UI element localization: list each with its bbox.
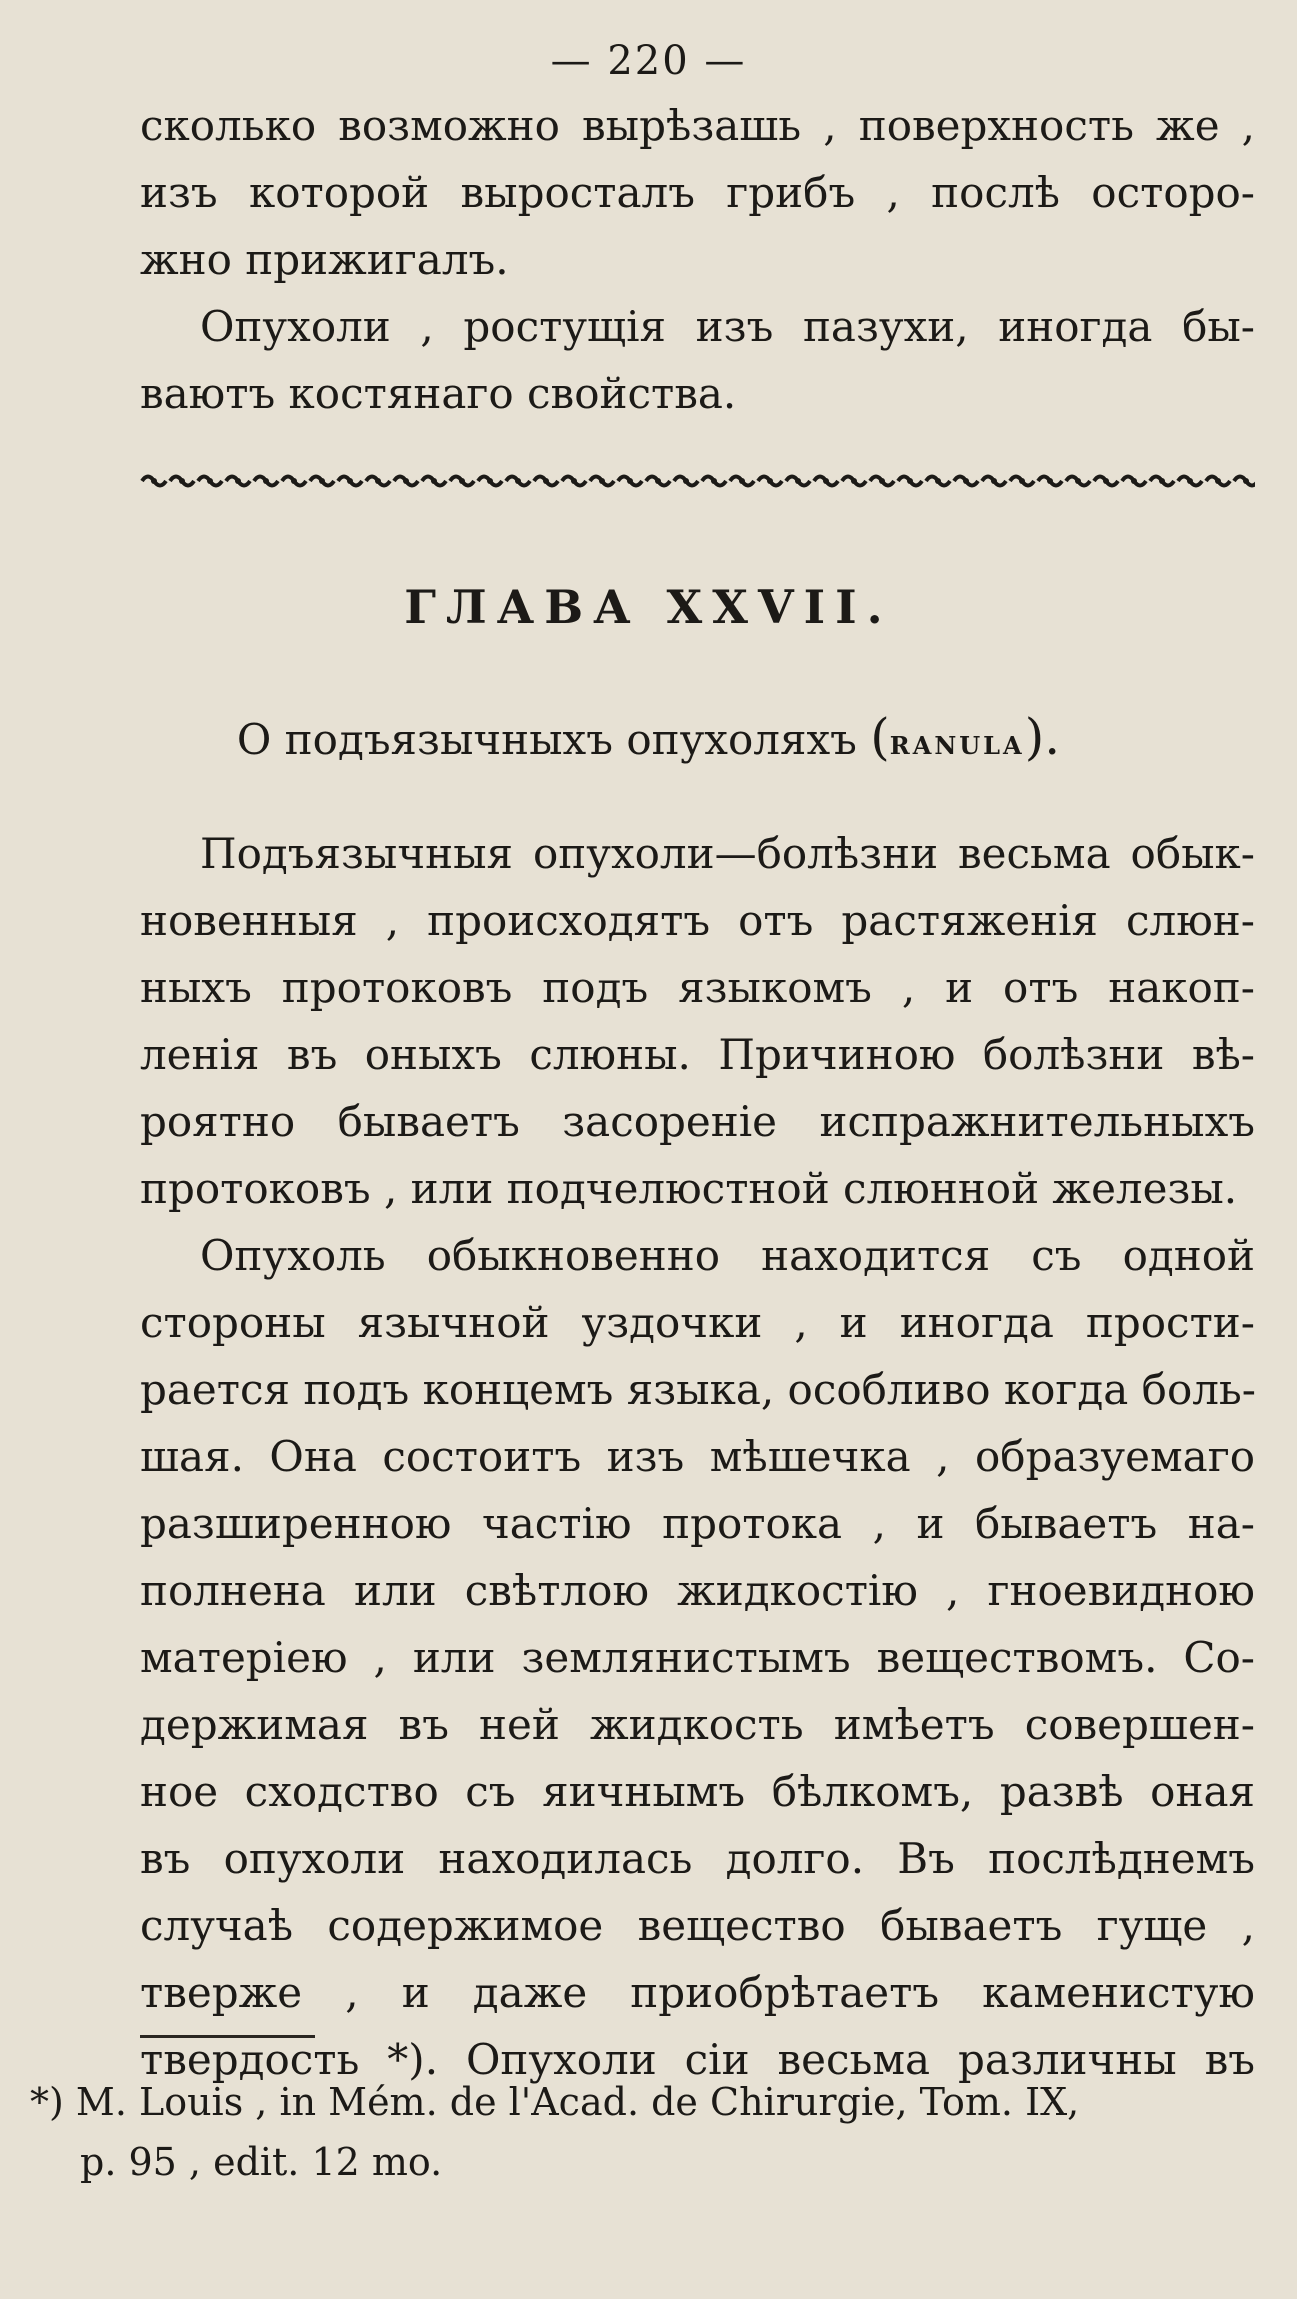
- text-line: шая. Она состоитъ изъ мѣшечка , образуемаго: [140, 1432, 1255, 1481]
- text-line: твердость *). Опухоли сіи весьма различны въ: [140, 2035, 1255, 2084]
- footnote-rule: [140, 2035, 315, 2038]
- text-line: ленія въ оныхъ слюны. Причиною болѣзни вѣ-: [140, 1030, 1255, 1079]
- text-line: рается подъ концемъ языка, особливо когда боль-: [140, 1365, 1256, 1414]
- text-line: роятно бываетъ засореніе испражнительныхъ: [140, 1097, 1255, 1146]
- text-line: матеріею , или землянистымъ веществомъ. Со-: [140, 1633, 1255, 1682]
- text-line: разширенною частію протока , и бываетъ на-: [140, 1499, 1255, 1548]
- text-line: протоковъ , или подчелюстной слюнной железы.: [140, 1164, 1238, 1213]
- text-line: случаѣ содержимое вещество бываетъ гуще ,: [140, 1901, 1255, 1950]
- chapter-title: ГЛАВА XXVII.: [404, 580, 893, 634]
- text-line: тверже , и даже приобрѣтаетъ каменистую: [140, 1968, 1255, 2017]
- footnote: [30, 2072, 1260, 2192]
- text-line: сколько возможно вырѣзашь , поверхность же ,: [140, 101, 1255, 150]
- text-line: Подъязычныя опухоли—болѣзни весьма обык-: [200, 829, 1255, 878]
- text-line: новенныя , происходятъ отъ растяженія слюн-: [140, 896, 1255, 945]
- latin-term: RANULA: [889, 731, 1025, 760]
- text-line: ныхъ протоковъ подъ языкомъ , и отъ накоп-: [140, 963, 1255, 1012]
- text-line: Опухоли , ростущія изъ пазухи, иногда бы-: [200, 302, 1255, 351]
- paren-open: (: [870, 708, 890, 766]
- text-line: держимая въ ней жидкость имѣетъ совершен-: [140, 1700, 1255, 1749]
- text-line: въ опухоли находилась долго. Въ послѣднемъ: [140, 1834, 1255, 1883]
- paren-close: ).: [1024, 708, 1061, 766]
- main-paragraphs: [140, 820, 1255, 2093]
- text-line: ное сходство съ яичнымъ бѣлкомъ, развѣ оная: [140, 1767, 1255, 1816]
- text-line: изъ которой выросталъ грибъ , послѣ осторо-: [140, 168, 1255, 217]
- decorative-divider: [140, 468, 1255, 494]
- top-paragraphs: [140, 92, 1255, 427]
- footnote-line: *) M. Louis , in Mém. de l'Acad. de Chirurgie, Tom. IX,: [30, 2080, 1080, 2124]
- page-number: — 220 —: [550, 38, 747, 84]
- footnote-line: p. 95 , edit. 12 mo.: [80, 2140, 443, 2184]
- text-line: ваютъ костянаго свойства.: [140, 369, 737, 418]
- chapter-subtitle-text: О подъязычныхъ опухоляхъ: [236, 715, 857, 764]
- text-line: полнена или свѣтлою жидкостію , гноевидною: [140, 1566, 1255, 1615]
- text-line: жно прижигалъ.: [140, 235, 509, 284]
- text-line: Опухоль обыкновенно находится съ одной: [200, 1231, 1255, 1280]
- text-line: стороны язычной уздочки , и иногда прости-: [140, 1298, 1255, 1347]
- chapter-subtitle: [0, 708, 1297, 766]
